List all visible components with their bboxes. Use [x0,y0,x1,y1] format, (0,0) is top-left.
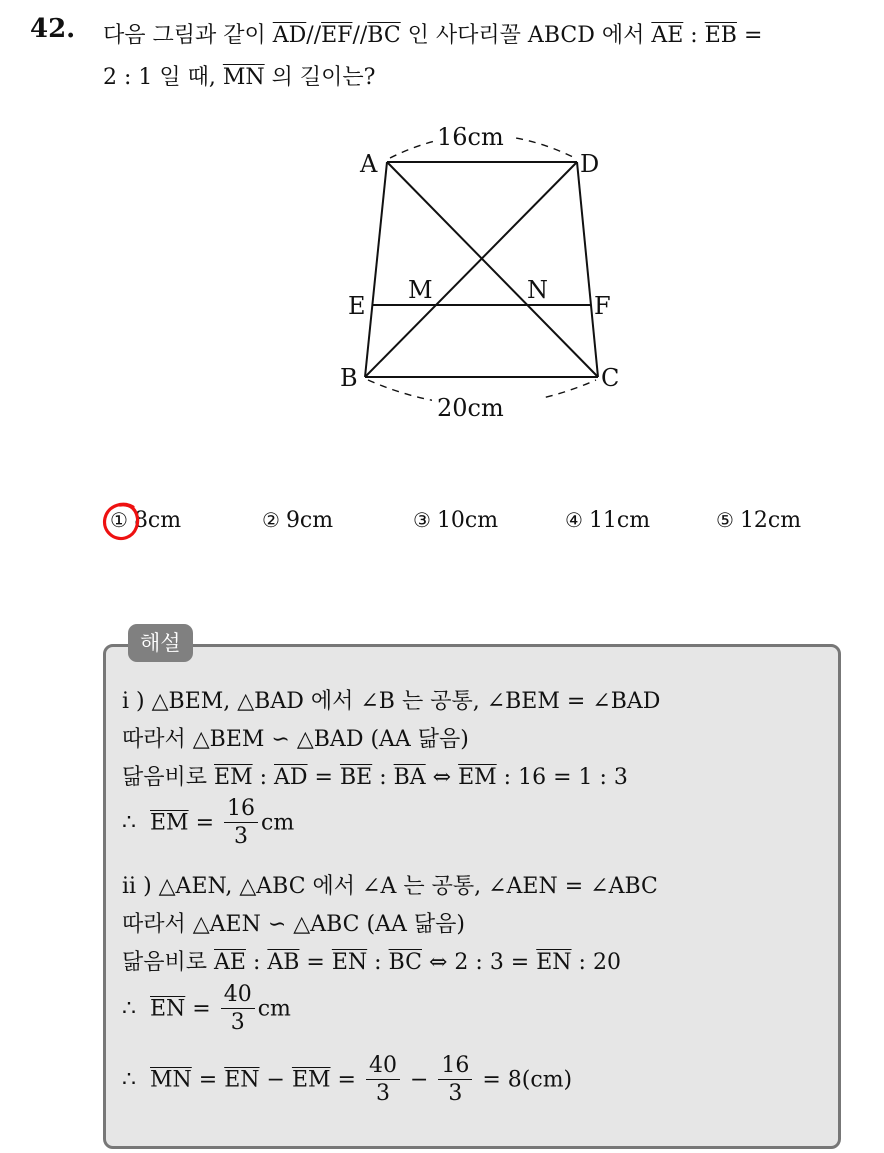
choice-4[interactable] [565,508,650,533]
therefore-symbol: ∴ [122,1067,136,1093]
text: = [188,810,222,836]
text: − [402,1067,436,1093]
choice-text: 8cm [133,508,182,533]
text: = [307,765,340,790]
segment-em: $\overline{EM}$ [150,810,189,836]
parallel-sign: // [306,23,322,48]
text: : [367,950,389,975]
segment-ba: $\overline{BA}$ [393,765,426,790]
text: 닮음비로 [122,950,215,975]
segment-en: $\overline{EN}$ [224,1067,260,1093]
choice-text: 9cm [285,508,334,533]
diagonal-bd [365,162,577,377]
choice-number: ② [262,508,280,532]
text: : 20 [571,950,621,975]
text: − [259,1067,292,1093]
parallel-sign: // [352,23,368,48]
question-text: 의 길이는? [264,65,376,90]
segment-ae: $\overline{AE}$ [214,950,246,975]
solution-line-9 [122,1053,572,1108]
question-line-1 [103,18,762,49]
text: : [252,765,275,790]
vertex-label-b: B [340,364,358,392]
solution-line-3 [122,760,628,791]
fraction: $\frac{40}{3}$ [221,982,255,1037]
question-line-2 [103,60,375,91]
unit: cm [257,996,291,1022]
choice-3[interactable] [413,508,498,533]
point-label-m: M [408,276,433,304]
ratio-colon: : [683,23,705,48]
text: 닮음비로 [122,765,215,790]
segment-eb: $\overline{EB}$ [704,23,737,48]
segment-mn: $\overline{MN}$ [150,1067,192,1093]
point-label-f: F [594,292,611,320]
solution-line-2: 따라서 △BEM ∽ △BAD (AA 닮음) [122,727,469,752]
choice-number: ⑤ [716,508,734,532]
fraction: $\frac{16}{3}$ [438,1053,472,1108]
vertex-label-c: C [601,364,620,392]
segment-mn: $\overline{MN}$ [222,65,265,90]
solution-line-1: i ) △BEM, △BAD 에서 ∠B 는 공통, ∠BEM = ∠BAD [122,689,661,714]
vertex-label-a: A [360,150,378,178]
choice-number: ③ [413,508,431,532]
top-length-label: 16cm [437,123,504,151]
question-text: = [736,23,763,48]
bottom-length-label: 20cm [437,394,504,422]
side-dc [577,162,598,377]
text: : 16 = 1 : 3 [496,765,628,790]
diagonal-ac [387,162,598,377]
segment-bc: $\overline{BC}$ [367,23,401,48]
therefore-symbol: ∴ [122,810,136,836]
solution-tab: 해설 [128,624,193,662]
segment-be: $\overline{BE}$ [339,765,373,790]
side-ab [365,162,387,377]
segment-em: $\overline{EM}$ [291,1067,331,1093]
fraction: $\frac{40}{3}$ [366,1053,400,1108]
text: : [372,765,394,790]
segment-ef: $\overline{EF}$ [321,23,353,48]
point-label-n: N [527,276,548,304]
segment-ae: $\overline{AE}$ [651,23,684,48]
segment-ab: $\overline{AB}$ [267,950,300,975]
text: = [299,950,332,975]
question-number: 42. [30,14,76,44]
choice-number: ① [110,508,128,532]
text: = [191,1067,225,1093]
question-text: 다음 그림과 같이 [103,23,273,48]
answer-circle-mark [100,500,144,544]
choice-text: 12cm [739,508,802,533]
unit: cm [261,810,295,836]
segment-em: $\overline{EM}$ [214,765,253,790]
choice-5[interactable] [716,508,801,533]
text: = [185,996,218,1022]
segment-em: $\overline{EM}$ [458,765,497,790]
iff-symbol: ⇔ [422,950,455,975]
solution-line-4 [122,796,294,851]
text: : [245,950,268,975]
segment-ad: $\overline{AD}$ [274,765,308,790]
question-text: 인 사다리꼴 ABCD 에서 [400,23,652,48]
choice-text: 10cm [436,508,499,533]
solution-line-8 [122,982,291,1037]
segment-bc: $\overline{BC}$ [388,950,422,975]
solution-line-5: ii ) △AEN, △ABC 에서 ∠A 는 공통, ∠AEN = ∠ABC [122,874,658,899]
iff-symbol: ⇔ [425,765,459,790]
solution-line-7 [122,945,621,976]
segment-en: $\overline{EN}$ [150,996,186,1022]
segment-en: $\overline{EN}$ [536,950,572,975]
vertex-label-d: D [580,150,600,178]
fraction: $\frac{16}{3}$ [224,796,258,851]
solution-line-6: 따라서 △AEN ∽ △ABC (AA 닮음) [122,912,465,937]
text: 2 : 3 = [454,950,537,975]
trapezoid-figure [330,112,650,432]
text: = 8(cm) [475,1067,573,1093]
choice-2[interactable] [262,508,333,533]
question-text: 2 : 1 일 때, [103,65,223,90]
segment-en: $\overline{EN}$ [331,950,368,975]
text: = [330,1067,363,1093]
therefore-symbol: ∴ [122,996,136,1022]
choice-text: 11cm [588,508,651,533]
choice-number: ④ [565,508,583,532]
segment-ad: $\overline{AD}$ [272,23,307,48]
point-label-e: E [348,292,366,320]
